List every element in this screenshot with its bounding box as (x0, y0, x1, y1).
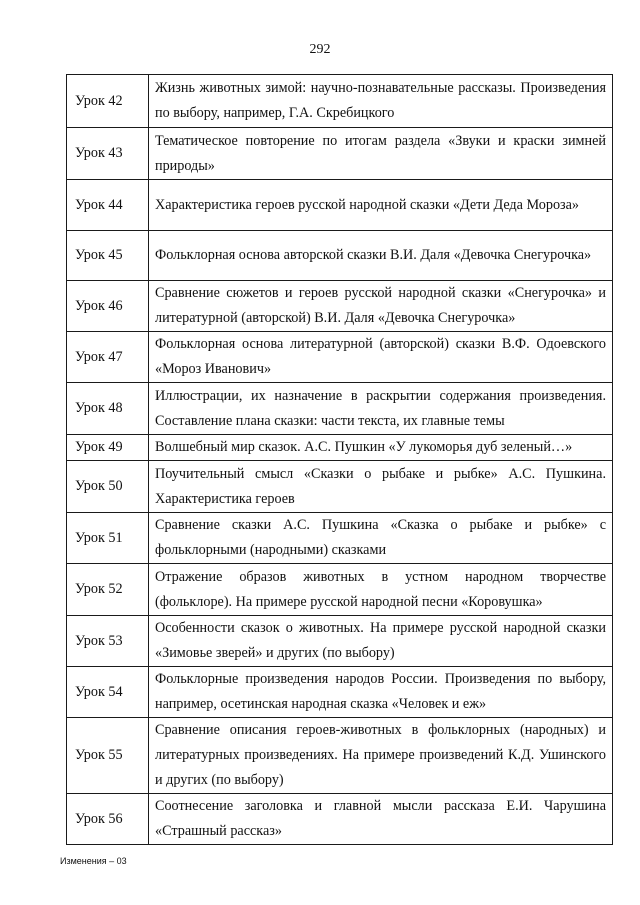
table-row (67, 718, 613, 794)
table-row (67, 332, 613, 383)
lesson-topic: Поучительный смысл «Сказки о рыбаке и рыбке» А.С. Пушкина. Характеристика героев (149, 461, 613, 513)
lesson-topic: Особенности сказок о животных. На примере русской народной сказки «Зимовье зверей» и других (по выбору) (149, 616, 613, 667)
table-row (67, 667, 613, 718)
lesson-topic: Тематическое повторение по итогам раздела «Звуки и краски зимней природы» (149, 128, 613, 180)
lesson-label: Урок 47 (67, 332, 149, 383)
lesson-label: Урок 55 (67, 718, 149, 794)
table-row (67, 128, 613, 180)
table-row (67, 383, 613, 435)
lesson-label: Урок 52 (67, 564, 149, 616)
lesson-label: Урок 45 (67, 231, 149, 281)
table-row (67, 616, 613, 667)
lesson-label: Урок 43 (67, 128, 149, 180)
lesson-topic: Соотнесение заголовка и главной мысли рассказа Е.И. Чарушина «Страшный рассказ» (149, 794, 613, 845)
table-row (67, 180, 613, 231)
table-row (67, 231, 613, 281)
lesson-label: Урок 56 (67, 794, 149, 845)
lesson-topic: Характеристика героев русской народной сказки «Дети Деда Мороза» (149, 180, 613, 231)
lesson-topic: Сравнение сюжетов и героев русской народной сказки «Снегурочка» и литературной (авторской) В.И. Даля «Девочка Снегурочка» (149, 281, 613, 332)
lessons-table (66, 74, 613, 845)
lesson-label: Урок 54 (67, 667, 149, 718)
revision-footer: Изменения – 03 (60, 856, 127, 866)
lesson-label: Урок 53 (67, 616, 149, 667)
lesson-topic: Волшебный мир сказок. А.С. Пушкин «У лукоморья дуб зеленый…» (149, 435, 613, 461)
lesson-label: Урок 50 (67, 461, 149, 513)
lesson-label: Урок 49 (67, 435, 149, 461)
lesson-topic: Фольклорная основа авторской сказки В.И. Даля «Девочка Снегурочка» (149, 231, 613, 281)
table-row (67, 75, 613, 128)
lesson-topic: Сравнение сказки А.С. Пушкина «Сказка о рыбаке и рыбке» с фольклорными (народными) сказками (149, 513, 613, 564)
lesson-topic: Жизнь животных зимой: научно-познавательные рассказы. Произведения по выбору, например, Г.А. Скребицкого (149, 75, 613, 128)
lesson-label: Урок 46 (67, 281, 149, 332)
lesson-label: Урок 48 (67, 383, 149, 435)
table-row (67, 564, 613, 616)
table-row (67, 794, 613, 845)
page-number: 292 (309, 42, 331, 57)
lesson-topic: Фольклорная основа литературной (авторской) сказки В.Ф. Одоевского «Мороз Иванович» (149, 332, 613, 383)
lesson-topic: Сравнение описания героев-животных в фольклорных (народных) и литературных произведениях. На примере произведений К.Д. Ушинского и других (по выбору) (149, 718, 613, 794)
table-row (67, 435, 613, 461)
lesson-topic: Иллюстрации, их назначение в раскрытии содержания произведения. Составление плана сказки: части текста, их главные темы (149, 383, 613, 435)
lesson-label: Урок 42 (67, 75, 149, 128)
table-row (67, 513, 613, 564)
lesson-label: Урок 44 (67, 180, 149, 231)
table-row (67, 281, 613, 332)
lesson-topic: Фольклорные произведения народов России. Произведения по выбору, например, осетинская народная сказка «Человек и еж» (149, 667, 613, 718)
table-row (67, 461, 613, 513)
lesson-topic: Отражение образов животных в устном народном творчестве (фольклоре). На примере русской народной песни «Коровушка» (149, 564, 613, 616)
lesson-label: Урок 51 (67, 513, 149, 564)
